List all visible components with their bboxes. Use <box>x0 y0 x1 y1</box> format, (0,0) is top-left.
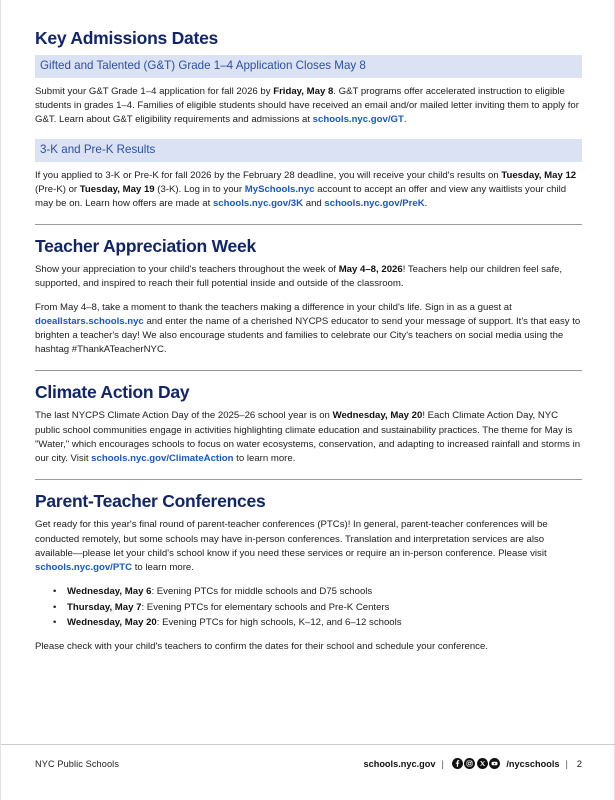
footer-handle[interactable]: /nycschools <box>506 758 560 769</box>
ptc-date-list <box>35 584 582 631</box>
document-content <box>35 28 582 654</box>
inline-link[interactable]: doeallstars.schools.nyc <box>35 315 144 327</box>
page-title-teacher-appreciation-week: Teacher Appreciation Week <box>35 236 257 257</box>
list-item-detail: : Evening PTCs for high schools, K–12, and 6–12 schools <box>156 617 402 629</box>
bar-heading-gt: Gifted and Talented (G&T) Grade 1–4 Application Closes May 8 <box>35 55 582 78</box>
subsection-gt-grade-1-4 <box>35 55 582 127</box>
list-item <box>67 600 582 616</box>
emphasis-text: Wednesday, May 20 <box>332 410 423 422</box>
footer-inner <box>1 758 615 769</box>
section-parent-teacher-conferences <box>35 491 582 654</box>
section-teacher-appreciation-week <box>35 236 582 357</box>
list-item <box>67 615 582 631</box>
paragraph-gt-details: Submit your G&T Grade 1–4 application for fall 2026 by Friday, May 8. G&T programs offer accelerated instruction to eligible students in grades 1–4. Families of eligible students should have received an email and/or mailed letter inviting them to apply for G&T. Learn about G&T eligibility requirements and admissions at schools.nyc.gov/GT. <box>35 86 579 126</box>
section-divider <box>35 370 582 371</box>
inline-link[interactable]: schools.nyc.gov/PTC <box>35 561 133 573</box>
emphasis-text: Tuesday, May 19 <box>79 183 155 195</box>
list-item-date: Thursday, May 7 <box>67 601 142 613</box>
footer-social-icons <box>452 758 501 769</box>
footer-separator-1: | <box>441 758 444 769</box>
inline-link[interactable]: schools.nyc.gov/ClimateAction <box>91 453 234 464</box>
inline-link[interactable]: schools.nyc.gov/PreK <box>324 197 425 209</box>
subsection-3k-prek-results <box>35 139 582 211</box>
emphasis-text: Tuesday, May 12 <box>501 169 577 181</box>
facebook-icon[interactable] <box>452 758 463 769</box>
page-title-parent-teacher-conferences: Parent-Teacher Conferences <box>35 491 266 512</box>
paragraph-teacher-appreciation-2: From May 4–8, take a moment to thank the teachers making a difference in your child's life. Sign in as a guest at doeallstars.schools.nyc and enter the name of a cherished NYCPS educator to send your message of support. It's that easy to brighten a teacher's day! We also encourage students and families to celebrate our City's teachers on social media using the hashtag #ThankATeacherNYC. <box>35 301 581 356</box>
list-item <box>67 584 582 600</box>
youtube-icon[interactable] <box>489 758 500 769</box>
footer-separator-2: | <box>565 758 568 769</box>
inline-link[interactable]: schools.nyc.gov/GT <box>312 114 404 126</box>
paragraph-ptc-intro: Get ready for this year's final round of parent-teacher conferences (PTCs)! In general, parent-teacher conferences will be conducted remotely, but some schools may have in-person conferences. Translation and interpretation services are also available—please let your child's school know if you need these services or require an in-person conference. Please visit schools.nyc.gov/PTC to learn more. <box>35 519 548 573</box>
section-climate-action-day <box>35 382 582 466</box>
footer-page-number: 2 <box>576 758 582 769</box>
section-divider <box>35 479 582 480</box>
inline-link[interactable]: schools.nyc.gov/3K <box>212 197 304 209</box>
emphasis-text: May 4–8, 2026 <box>338 264 403 276</box>
x-twitter-icon[interactable] <box>477 758 488 769</box>
footer-website[interactable]: schools.nyc.gov <box>363 758 436 769</box>
paragraph-3k-prek-details: If you applied to 3-K or Pre-K for fall 2026 by the February 28 deadline, you will receive your child's results on Tuesday, May 12 (Pre-K) or Tuesday, May 19 (3-K). Log in to your MySchools.nyc account to accept an offer and view any waitlists your child may be on. Learn how offers are made at schools.nyc.gov/3K and schools.nyc.gov/PreK. <box>35 169 577 209</box>
list-item-date: Wednesday, May 20 <box>67 617 157 629</box>
footer-organization-label: NYC Public Schools <box>35 758 120 769</box>
inline-link[interactable]: MySchools.nyc <box>244 183 315 195</box>
instagram-icon[interactable] <box>464 758 475 769</box>
paragraph-ptc-closing: Please check with your child's teachers to confirm the dates for their school and schedule your conference. <box>35 640 488 652</box>
paragraph-teacher-appreciation-1: Show your appreciation to your child's teachers throughout the week of May 4–8, 2026! Teachers help our children feel safe, supported, and inspired to reach their full potential inside and outside of the classroom. <box>35 264 562 290</box>
page-title-climate-action-day: Climate Action Day <box>35 382 190 403</box>
paragraph-climate-action-1: The last NYCPS Climate Action Day of the 2025–26 school year is on Wednesday, May 20! Each Climate Action Day, NYC public school communities engage in activities highlighting climate education and sustainability practices. The theme for May is "Water," which encourages schools to focus on water ecosystems, conservation, and adapting to increased rainfall and storms in our city. Visit schools.nyc.gov/ClimateAction to learn more. <box>35 410 581 464</box>
footer-contact-group <box>363 758 582 769</box>
page-title-key-admissions-dates: Key Admissions Dates <box>35 28 219 48</box>
bar-heading-3k-prek: 3-K and Pre-K Results <box>35 139 582 162</box>
list-item-detail: : Evening PTCs for elementary schools and Pre-K Centers <box>141 601 390 613</box>
section-divider <box>35 224 582 225</box>
list-item-detail: : Evening PTCs for middle schools and D75 schools <box>151 586 373 598</box>
section-key-admissions-dates <box>35 28 582 211</box>
list-item-date: Wednesday, May 6 <box>67 586 152 598</box>
emphasis-text: Friday, May 8 <box>273 86 334 98</box>
page-footer <box>1 744 615 769</box>
